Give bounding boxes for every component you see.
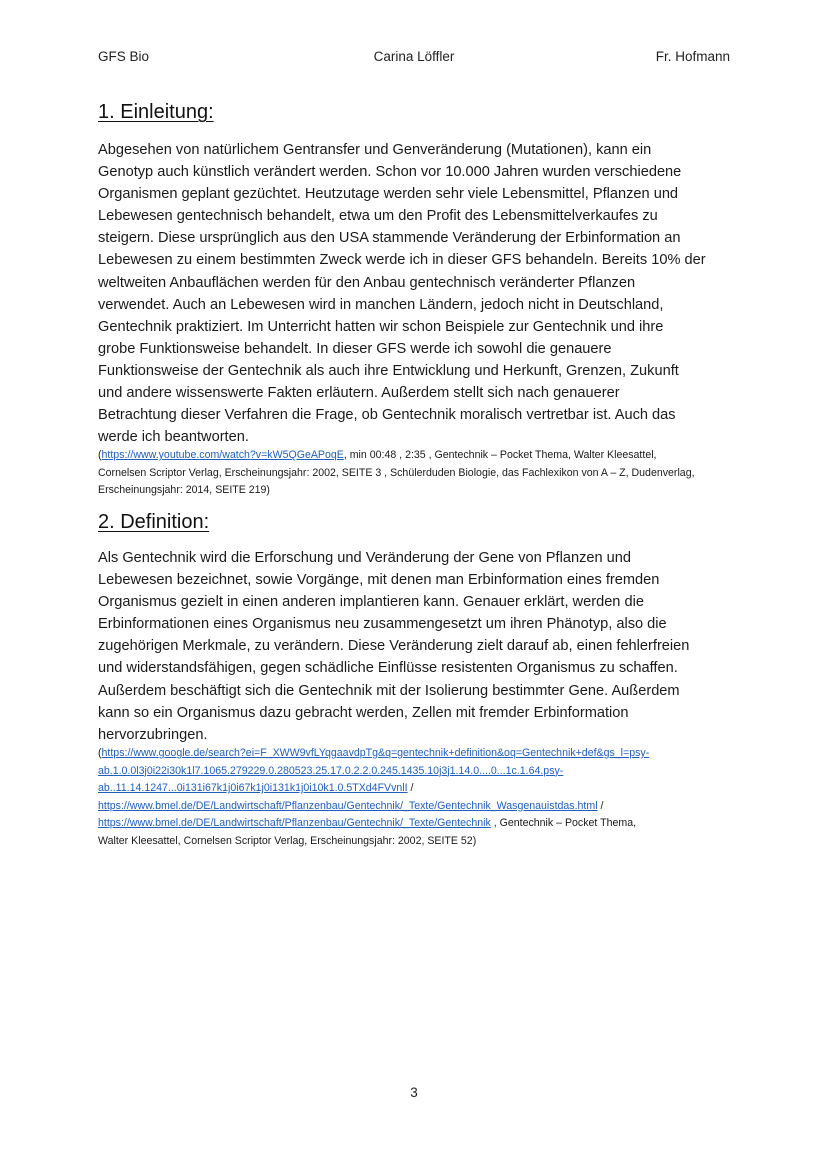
source-text: , Gentechnik – Pocket Thema,	[490, 817, 637, 830]
section-sources-definition	[98, 745, 738, 851]
body-line: und widerstandsfähigen, gegen schädliche Einflüsse resistenten Organismus zu schaffen.	[98, 660, 678, 677]
source-line	[98, 815, 738, 833]
header-subject: GFS Bio	[98, 49, 150, 64]
source-line: Erscheinungsjahr: 2014, SEITE 219)	[98, 484, 270, 497]
body-line: grobe Funktionsweise behandelt. In dieser GFS werde ich sowohl die genauere	[98, 340, 612, 357]
header-author: Carina Löffler	[373, 49, 455, 64]
section-sources-einleitung	[98, 447, 738, 500]
source-text: , min 00:48 , 2:35 , Gentechnik – Pocket Thema, Walter Kleesattel,	[343, 449, 657, 461]
source-link-youtube[interactable]: https://www.youtube.com/watch?v=kW5QGeAPoqE	[101, 449, 344, 461]
body-line: Außerdem beschäftigt sich die Gentechnik mit der Isolierung bestimmter Gene. Außerdem	[98, 682, 680, 699]
source-line	[98, 447, 738, 465]
body-line: steigern. Diese ursprünglich aus den USA stammende Veränderung der Erbinformation an	[98, 230, 681, 247]
source-text: /	[407, 782, 414, 795]
source-text: /	[597, 799, 604, 812]
source-line	[98, 780, 738, 798]
section-body-einleitung	[98, 139, 738, 448]
body-line: Betrachtung dieser Verfahren die Frage, ob Gentechnik moralisch vertretbar ist. Auch das	[98, 407, 676, 424]
source-line: Cornelsen Scriptor Verlag, Erscheinungsjahr: 2002, SEITE 3 , Schülerduden Biologie, das Fachlexikon von A – Z, Dudenverlag,	[98, 466, 695, 479]
source-line	[98, 763, 738, 781]
body-line: und andere wissenswerte Fakten erläutern. Außerdem stellt sich nach genauerer	[98, 385, 620, 402]
body-line: Als Gentechnik wird die Erforschung und Veränderung der Gene von Pflanzen und	[98, 550, 632, 566]
body-line: verwendet. Auch an Lebewesen wird in manchen Ländern, jedoch nicht in Deutschland,	[98, 296, 664, 313]
body-line: Abgesehen von natürlichem Gentransfer und Genveränderung (Mutationen), kann ein	[98, 142, 652, 158]
section-body-definition	[98, 547, 738, 746]
body-line: Genotyp auch künstlich verändert werden. Schon vor 10.000 Jahren wurden verschiedene	[98, 164, 682, 181]
page-number: 3	[410, 1085, 418, 1100]
source-paren: (	[98, 449, 102, 461]
source-paren: (	[98, 747, 102, 759]
header-teacher: Fr. Hofmann	[655, 49, 730, 64]
source-link-bmel-gentechnik[interactable]: https://www.bmel.de/DE/Landwirtschaft/Pflanzenbau/Gentechnik/_Texte/Gentechnik	[98, 817, 491, 830]
body-line: Lebewesen gentechnisch behandelt, etwa um den Profit des Lebensmittelverkaufes zu	[98, 208, 658, 225]
section-heading-einleitung: 1. Einleitung:	[98, 101, 214, 123]
body-line: weltweiten Anbauflächen werden für den Anbau gentechnisch veränderter Pflanzen	[98, 274, 636, 291]
body-line: werde ich beantworten.	[98, 429, 249, 446]
body-line: Erbinformationen eines Organismus neu zusammengesetzt um ihren Phänotyp, also die	[98, 616, 667, 633]
source-link-bmel-wasgenauistdas[interactable]: https://www.bmel.de/DE/Landwirtschaft/Pflanzenbau/Gentechnik/_Texte/Gentechnik_Wasgenauistdas.html	[98, 799, 598, 812]
body-line: Organismen geplant gezüchtet. Heutzutage werden sehr viele Lebensmittel, Pflanzen und	[98, 186, 679, 203]
body-line: Lebewesen bezeichnet, sowie Vorgänge, mit denen man Erbinformation eines fremden	[98, 572, 660, 589]
source-link-google-cont[interactable]: ab.1.0.0l3j0i22i30k1l7.1065.279229.0.280523.25.17.0.2.2.0.245.1435.10j3j1.14.0....0...1c.1.64.psy-	[98, 764, 564, 777]
source-link-google-cont[interactable]: ab..11.14.1247...0i131i67k1j0i67k1j0i131k1j0i10k1.0.5TXd4FVvnlI	[98, 782, 408, 795]
body-line: Funktionsweise der Gentechnik als auch ihre Entwicklung und Herkunft, Grenzen, Zukunft	[98, 362, 679, 379]
source-line	[98, 745, 738, 763]
page-header	[98, 49, 730, 69]
section-heading-definition: 2. Definition:	[98, 511, 210, 533]
body-line: Lebewesen zu einem bestimmten Zweck werde ich in dieser GFS behandeln. Bereits 10% der	[98, 252, 706, 269]
source-line	[98, 798, 738, 816]
body-line: hervorzubringen.	[98, 726, 208, 743]
body-line: Organismus gezielt in einen anderen implantieren kann. Genauer erklärt, werden die	[98, 594, 644, 611]
body-line: kann so ein Organismus dazu gebracht werden, Zellen mit fremder Erbinformation	[98, 704, 629, 721]
body-line: zugehörigen Merkmale, zu verändern. Diese Veränderung zielt darauf ab, einen fehlerfreien	[98, 638, 690, 655]
source-line: Walter Kleesattel, Cornelsen Scriptor Verlag, Erscheinungsjahr: 2002, SEITE 52)	[98, 834, 477, 847]
source-link-google[interactable]: https://www.google.de/search?ei=F_XWW9vfLYqgaavdpTg&q=gentechnik+definition&oq=Gentechnik+def&gs_l=psy-	[101, 747, 650, 759]
body-line: Gentechnik praktiziert. Im Unterricht hatten wir schon Beispiele zur Gentechnik und ihre	[98, 318, 664, 335]
